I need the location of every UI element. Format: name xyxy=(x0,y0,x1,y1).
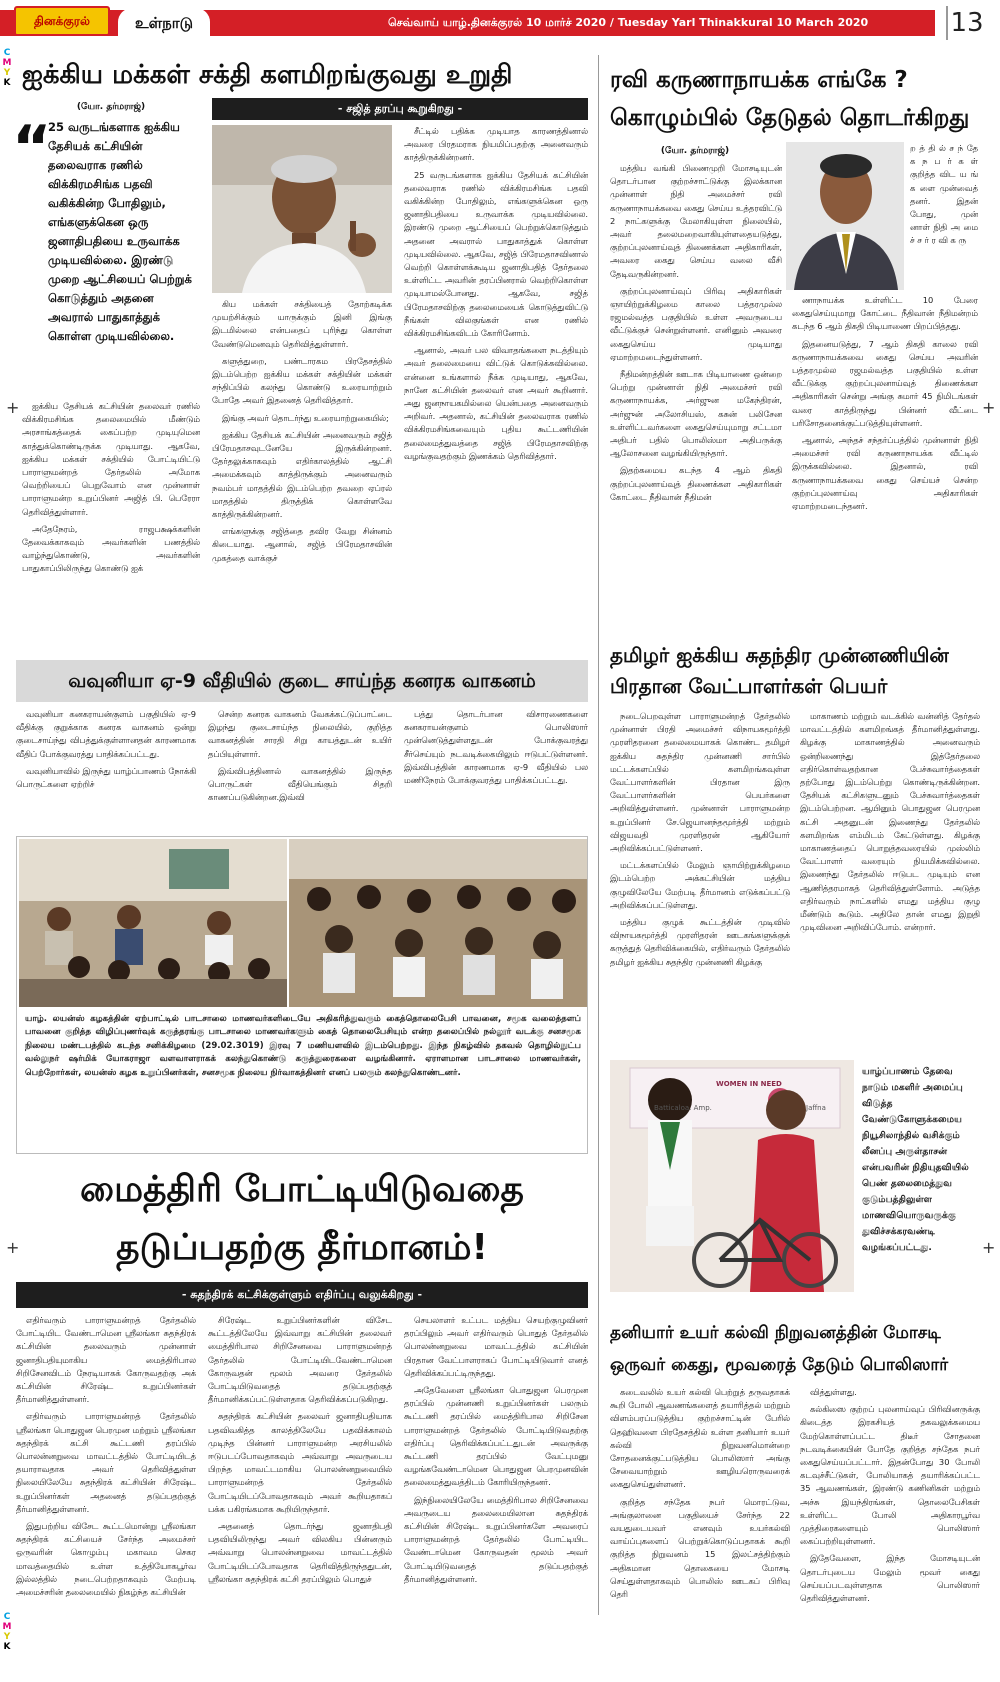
story2-col-b xyxy=(792,294,978,620)
story2-col-a-p2: குற்றப்புலனாய்வுப் பிரிவு அதிகாரிகள் ஞாயிற்றுக்கிழமை காலை பத்தரமுல்ல ரஜமல்வத்த பகுதியில் உள்ள அவருடைய வீட்டுக்குச் சென்றுள்ளனர். எனினும் அவரை கைதுசெய்ய முடியாது ஏமாற்றமடைந்துள்ளனர். xyxy=(610,285,782,362)
photo-lions-seminar-right xyxy=(289,839,587,1007)
cmyk-k: K xyxy=(3,78,11,88)
story1-col3-p3: ஆனால், அவர் பல விவாதங்களை நடத்தியும் அவர் தலைமையை விட்டுக் கொடுக்கவில்லை. என்னை உங்களால் நீக்க முடியாது, ஆகவே, நானே கட்சியின் தலைவர் என அவர் கூறினார். அது ஜனநாயகமில்லை யென்பதை அனைவரும் அறிவர். அதனால், கட்சியின் தலைவராக ரணில் விக்கிரமசிங்கவையும் புதிய கூட்டணியின் தலைமைத்துவத்தை சஜித் பிரேமதாசவிற்கு வழங்குவதற்கும் இணக்கம் தெரிவித்தார். xyxy=(404,345,588,461)
cmyk-mark-bottom xyxy=(2,1612,12,1652)
photo-lions-seminar-left-image xyxy=(19,839,287,1007)
photo-bicycle-donation-image xyxy=(610,1060,854,1292)
story6-headline-line2: தடுப்பதற்கு தீர்மானம்! xyxy=(116,1227,488,1268)
photo-ravi-karunanayake-image xyxy=(786,142,904,290)
story1-col3-p2: 25 வருடங்களாக ஐக்கிய தேசியக் கட்சியின் தலைவராக ரணில் விக்கிரமசிங்க பதவி வகிக்கின்ற போதிலும், எங்களுக்கென ஒரு ஜனாதிபதியை உருவாக்க முடியவில்லை. இரண்டு முறை ஆட்சியைப் பெற்றுக்கொடுத்தும் அதனை அவரால் பாதுகாத்துக் கொள்ள முடியவில்லை. ஆகவே, சஜித் பிரேமதாசவினால் வெற்றி கொள்ளக்கூடிய ஜனாதிபதித் தேர்தலை உள்ளிட்ட அவரின் தரப்பினரால் வெற்றிகொள்ள முடியாமல்போனது. ஆகவே, சஜித் பிரேமதாசவிற்கு தலைமையைக் கொடுத்துவிட்டு நீங்கள் விலகுங்கள் என ரணில் விக்கிரமசிங்கவிடம் கோரினோம். xyxy=(404,169,588,339)
story7-col2-p1: வித்துள்ளது. xyxy=(810,1387,857,1397)
photo-sajith-spokesman-image xyxy=(212,125,392,293)
story7-col1-p2: குறித்த சந்தேக நபர் மொரட்டுவ, அங்குலானை பகுதியைச் சேர்ந்த 22 வயதுடையவர் எனவும் உயர்கல்வி வாய்ப்புகளைப் பெற்றுக்கொடுப்பதாகக் கூறி குறித்த நிறுவனம் 15 இலட்சத்திற்கும் அதிகமான தொகையை மோசடி செய்துள்ளதாகவும் பொலிஸ் ஊடகப் பிரிவு தெரி xyxy=(610,1496,790,1600)
story2-col-a-p1: மத்திய வங்கி பிணைமுறி மோசடியுடன் தொடர்பான குற்றச்சாட்டுக்கு இலக்கான முன்னாள் நிதி அமைச்சர் ரவி கருணாநாயக்கவை கைது செய்ய உத்தரவிட்டு 2 நாட்களுக்கு மேலாகியுள்ள நிலையில், அவர் தலைமறைவாகியுள்ளதையடுத்து, குற்றப்புலனாய்வுத் திணைக்கள அதிகாரிகள், அவரை கைது செய்ய வலை வீசி தேடிவருகின்றனர். xyxy=(610,163,782,279)
story4-col1-p2: மட்டக்களப்பில் மேலும் ஞாயிற்றுக்கிழமை இடம்பெற்ற அக்கட்சியின் மத்திய குழுவிலேயே மேற்படி தீர்மானம் எடுக்கப்பட்டு அறிவிக்கப்பட்டுள்ளது. xyxy=(610,860,790,910)
story3-headline: வவுனியா ஏ-9 வீதியில் குடை சாய்ந்த கனரக வாகனம் xyxy=(68,670,536,692)
photo-ravi-karunanayake xyxy=(786,142,904,290)
registration-mark-right: + xyxy=(982,398,996,417)
banner-jaffna: Jaffna xyxy=(806,1104,826,1112)
date-line: செவ்வாய் யாழ்.தினக்குரல் 10 மார்ச் 2020 / Tuesday Yarl Thinakkural 10 March 2020 xyxy=(388,16,869,29)
story6-col2-p1: சிரேஷ்ட உறுப்பினர்களின் விசேட கூட்டத்திலேயே இவ்வாறு கட்சியின் தலைவர் மைத்திரிபால சிறிசேனவை பாராளுமன்றத் தேர்தலில் போட்டியிடவேண்டாமென கோருவதன் மூலம் அவரை தேர்தலில் போட்டியிடுவதைத் தடுப்பதற்குத் தீர்மானிக்கப்பட்டுள்ளதாக தெரிவிக்கப்படுகிறது. xyxy=(208,1315,392,1405)
story6-col3-p1: செயலாளர் உட்பட மத்திய செயற்குழுவினர் தரப்பிலும் அவர் எதிர்வரும் பொதுத் தேர்தலில் பொலன்னறுவை மாவட்டத்தில் கட்சியின் பிரதான வேட்பாளராகப் போட்டியிடுவார் எனத் தெரிவிக்கப்பட்டிருந்தது. xyxy=(404,1315,588,1378)
story1-col2 xyxy=(212,298,392,610)
story4-headline-text: தமிழர் ஐக்கிய சுதந்திர முன்னணியின் பிரதான வேட்பாளர்கள் பெயர் xyxy=(610,643,949,698)
story4-col1 xyxy=(610,710,790,1020)
story2-byline: (யோ. தர்மராஜ்) xyxy=(660,146,730,156)
cmyk-m: M xyxy=(2,58,12,68)
logo xyxy=(14,6,110,36)
story1-col3 xyxy=(404,125,588,610)
story3-headline-bar xyxy=(16,660,588,702)
story2-headline-line2: கொழும்பில் தேடுதல் தொடர்கிறது xyxy=(610,105,970,131)
cmyk-k: K xyxy=(3,1642,11,1652)
story6-subhead-bar xyxy=(16,1282,588,1308)
story1-col2-p4: ஐக்கிய தேசியக் கட்சியின் அனைவரும் சஜித் பிரேமதாசவுடனேயே இருக்கின்றனர். தேர்தலுக்காகவும் எதிர்காலத்தில் ஆட்சி அமைக்கவும் காத்திருக்கும் அனைவரும் நவம்பர் மாதத்தில் இடம்பெற்ற தவறை ஏப்ரல் மாதத்தில் திருத்திக் கொள்ளவே காத்திருக்கின்றனர். xyxy=(212,429,392,520)
story7-headline-line1: தனியார் உயர் கல்வி நிறுவனத்தின் மோசடி xyxy=(610,1323,941,1343)
story2-col-b-top xyxy=(910,142,978,292)
story4-col2 xyxy=(800,710,980,1020)
story1-col1-p1: ஐக்கிய தேசியக் கட்சியின் தலைவர் ரணில் விக்கிரமசிங்க தலைமையில் மீண்டும் அரசாங்கத்தைக் கைப்பற்ற முடியுமென காத்துக்கொண்டிருக்க முடியாது. ஆகவே, ஐக்கிய மக்கள் சக்தியில் போட்டியிட்டு பாராளுமன்றத் தேர்தலில் அமோக வெற்றியைப் பெறுவோம் என முன்னாள் பாராளுமன்ற உறுப்பினர் அஜித் பி. பெரேரா தெரிவித்துள்ளார். xyxy=(22,401,200,517)
registration-mark-left-2: + xyxy=(6,1238,20,1257)
story4-col2-p1: மாகாணம் மற்றும் வடக்கில் வன்னித் தேர்தல் மாவட்டத்தில் களமிறங்கத் தீர்மானித்துள்ளது. கிழக்கு மாகாணத்தில் அனைவரும் ஒன்றிணைந்து இத்தேர்தலை எதிர்கொள்வதற்கான பேச்சுவார்த்தைகள் தற்போது இடம்பெற்று கொண்டிருக்கின்றன. தேசியக் கட்சிகளுடனும் பேச்சுவார்த்தைகள் இடம்பெற்றன. ஆயினும் பொதுஜன பெரமுன கட்சி அதனுடன் இணைந்து தேர்தலில் களமிறங்க எம்மிடம் கேட்டுள்ளது. கிழக்கு மாகாணத்தைப் பொறுத்தவரையில் முஸ்லிம் வேட்பாளர் வரையும் நியமிக்கவில்லை. இணைந்து தேர்தலில் ஈடுபட முடியும் என ஆணித்தரமாகத் தெரிவித்துள்ளோம். அடுத்த எதிர்வரும் நாட்களில் எமது மத்திய குழு மீண்டும் கூடும். அதிலே தான் எமது இறுதி முடிவினை அறிவிப்போம். என்றார். xyxy=(800,711,980,933)
section-label: உள்நாடு xyxy=(135,14,193,32)
story2-col-b-p1: ணாநாயக்க உள்ளிட்ட 10 பேரை கைதுசெய்யுமாறு கோட்டை நீதிவான் நீதிமன்றம் கடந்த 6 ஆம் திகதி பிடியாணை பிறப்பித்தது. xyxy=(792,295,978,332)
story2-col-a xyxy=(610,162,782,620)
story6-col3-p3: இந்நிலையிலேயே மைத்திரிபால சிறிசேனவை அவருடைய தலைமையிலான சுதந்திரக் கட்சியின் சிரேஷ்ட உறுப்பினர்களே அவரைப் பாராளுமன்றத் தேர்தலில் போட்டியிட வேண்டாமென கோருவதன் மூலம் அவர் போட்டியிடுவதைத் தடுப்பதற்குத் தீர்மானித்துள்ளனர். xyxy=(404,1494,588,1584)
story2-col-b-p3: ஆனால், அந்தச் சந்தர்ப்பத்தில் முன்னாள் நிதி அமைச்சர் ரவி கருணாநாயக்க வீட்டில் இருக்கவில்லை. இதனால், ரவி கருணாநாயக்கவை கைது செய்யச் சென்ற குற்றப்புலனாய்வு அதிகாரிகள் ஏமாற்றமடைந்தனர். xyxy=(792,435,978,512)
photo-feature-caption: யாழ். லயன்ஸ் கழகத்தின் ஏற்பாட்டில் பாடசாலை மாணவர்களிடையே அதிகரித்துவரும் கைத்தொலைபேசி பாவனை, சமூக வலைத்தளப் பாவனை குறித்த விழிப்புணர்வுக் கருத்தரங்கு பாடசாலை மாணவர்களும் கைத் தொலைபேசியும் என்ற தலைப்பில் நல்லூர் வடக்கு சனசமூக நிலைய மண்டபத்தில் கடந்த சனிக்கிழமை (29.02.3019) இரவு 7 மணியளவில் இடம்பெற்றது. இந்த நிகழ்வில் தகவல் தொழில்நுட்ப வல்லுநர் ஷர்மிக் யோகராஜா வளவாளராகக் கலந்துகொண்டு கருத்துரைகளை வழங்கினார். ஏராளமான பாடசாலை மாணவர்கள், பெற்றோர்கள், லயன்ஸ் கழக உறுப்பினர்கள், சனசமூக நிலைய நிர்வாகத்தினர் எனப் பலரும் கலந்துகொண்டனர். xyxy=(25,1014,581,1078)
story6-col2-p3: அதனைத் தொடர்ந்து ஜனாதிபதி பதவியிலிருந்து அவர் விலகிய பின்னரும் அவ்வாறு பொலன்னறுவை மாவட்டத்தில் போட்டியிடப்போவதாக தெரிவித்திருந்ததுடன், ஸ்ரீலங்கா சுதந்திரக் கட்சி தரப்பிலும் பொதுச் xyxy=(208,1521,392,1584)
photo-lions-seminar-left xyxy=(19,839,287,1007)
story3-col2-p1: சென்ற கனரக வாகனம் வேகக்கட்டுப்பாட்டை இழந்து குடைசாய்ந்த நிலையில், குறித்த வாகனத்தின் சாரதி சிறு காயத்துடன் உயிர் தப்பியுள்ளார். xyxy=(208,709,392,759)
story7-col2-p2: கல்கிஸை குற்றப் புலனாய்வுப் பிரிவினருக்கு கிடைத்த இரகசியத் தகவலுக்கமைய மேற்கொள்ளப்பட்ட திடீர் சோதனை நடவடிக்கையின் போதே குறித்த சந்தேக நபர் கைதுசெய்யப்பட்டார். இதன்போது 30 போலி கடவுச்சீட்டுகள், போலியாகத் தயாரிக்கப்பட்ட 35 ஆவணங்கள், இரண்டு கணினிகள் மற்றும் அச்சு இயந்திரங்கள், தொலைபேசிகள் உள்ளிட்ட போலி அதிகாரபூர்வ முத்திரைகளையும் பொலிஸார் கைப்பற்றியுள்ளனர். xyxy=(800,1404,980,1547)
story1-col2-p2: களுத்துறை, பண்டாரகம பிரதேசத்தில் இடம்பெற்ற ஐக்கிய மக்கள் சக்தியின் மக்கள் சந்திப்பில் கலந்து கொண்டு உரையாற்றும் போதே அவர் இதனைத் தெரிவித்தார். xyxy=(212,355,392,406)
banner-women-in-need: WOMEN IN NEED xyxy=(716,1080,782,1088)
section-tab xyxy=(118,8,210,38)
story3-col3 xyxy=(404,708,588,830)
story6-subhead: - சுதந்திரக் கட்சிக்குள்ளும் எதிர்ப்பு வலுக்கிறது - xyxy=(181,1288,423,1301)
quote-mark: “ xyxy=(12,116,52,176)
story4-col1-p1: நடைபெறவுள்ள பாராளுமன்றத் தேர்தலில் முன்னாள் பிரதி அமைச்சர் விநாயகமூர்த்தி முரளிதரனை தலைமையாகக் கொண்ட தமிழர் ஐக்கிய சுதந்திர முன்னணி சார்பில் மட்டக்களப்பில் களமிறங்கவுள்ள வேட்பாளர்களின் பிரதான இரு வேட்பாளர்களின் பெயர்களை அறிவித்துள்ளனர். முன்னாள் பாராளுமன்ற உறுப்பினர் சே.ஜெயானந்தமூர்த்தி மற்றும் விஜயவதி முரளிதரன் ஆகியோர் அறிவிக்கப்பட்டுள்ளனர். xyxy=(610,711,790,854)
story3-col2-p2: இவ்விபத்தினால் வாகனத்தில் இருந்த பொருட்கள் வீதியெங்கும் சிதறி காணப்படுகின்றன.இவ்வி xyxy=(208,765,392,803)
masthead xyxy=(0,0,1000,50)
cmyk-c: C xyxy=(3,48,11,58)
story3-col1-p1: வவுனியா கனகராயன்குளம் பகுதியில் ஏ-9 வீதிக்கு குறுக்காக கனரக வாகனம் ஒன்று குடைசாய்ந்து விபத்துக்குள்ளானதன் காரணமாக வீதிப் போக்குவரத்து பாதிக்கப்பட்டது. xyxy=(16,709,196,759)
story2-col-a-p4: இதற்கமைய கடந்த 4 ஆம் திகதி குற்றப்புலனாய்வுத் திணைக்கள அதிகாரிகள் கோட்டை நீதிவான் நீதிமன் xyxy=(610,465,782,502)
cmyk-y: Y xyxy=(3,68,11,78)
story1-col1 xyxy=(22,400,200,610)
story6-col1 xyxy=(16,1314,196,1614)
photo-sajith-spokesman xyxy=(212,125,392,293)
story1-col2-p1: கிய மக்கள் சக்தியைத் தோற்கடிக்க முயற்சிக்கும் யாருக்கும் இனி இங்கு இடமில்லை என்பதைப் புரிந்து கொள்ள வேண்டுமெனவும் தெரிவித்துள்ளார். xyxy=(212,299,392,349)
story4-col1-p3: மத்திய குழுக் கூட்டத்தின் முடிவில் விநாயகமூர்த்தி முரளிதரன் ஊடகங்களுக்குக் கருத்துத் தெரிவிக்கையில், எதிர்வரும் தேர்தலில் தமிழர் ஐக்கிய சுதந்திர முன்னணி கிழக்கு xyxy=(610,917,790,967)
cmyk-m: M xyxy=(2,1622,12,1632)
story7-col2 xyxy=(800,1386,980,1616)
cmyk-y: Y xyxy=(3,1632,11,1642)
registration-mark-left: + xyxy=(6,398,20,417)
banner-batticaloa: Batticaloa. Amp. xyxy=(654,1104,712,1112)
photo-bicycle-donation xyxy=(610,1060,854,1292)
story2-col-a-p3: நீதிமன்றத்தின் ஊடாக பிடியாணை ஒன்றை பெற்று முன்னாள் நிதி அமைச்சர் ரவி கருணாநாயக்க, அர்ஜுன மகேந்திரன், அர்ஜுன் அலோசியஸ், கசுன் பலிசேன உள்ளிட்டவர்களை கைதுசெய்யுமாறு சட்டமா அதிபர் பதில் பொலிஸ்மா அதிபருக்கு ஆலோசனை வழங்கியிருந்தார். xyxy=(610,369,782,459)
story2-col-b-top-text: ற த் தி ல் ச ந் தே க ந ப ர் க ள் குறித்த விட ய ங் க ளை முன்வைத் தனர். இதன் போது, முன் னாள் நிதி அ மை ச் ச ர் ர வி க ரு xyxy=(910,143,978,246)
story1-subhead-bar xyxy=(212,98,588,120)
story6-col1-p3: இதுபற்றிய விசேட கூட்டமொன்று ஸ்ரீலங்கா சுதந்திரக் கட்சியைச் சேர்ந்த அமைச்சர் ஒருவரின் கொழும்பு மகாவம செகர மாவத்தையில் உள்ள உத்தியோகபூர்வ இல்லத்தில் நடைபெற்றதாகவும் மேற்படி அமைச்சரின் தலைமையில் நிகழ்ந்த கட்சியின் xyxy=(16,1521,196,1598)
story7-col1 xyxy=(610,1386,790,1616)
story6-col2-p2: சுதந்திரக் கட்சியின் தலைவர் ஜனாதிபதியாக பதவிவகித்த காலத்திலேயே பதவிக்காலம் முடிந்த பின்னர் பாராளுமன்ற அரசியலில் ஈடுபடப்போவதாகவும் அவ்வாறு அவருடைய பிறந்த மாவட்டமாகிய பொலன்னறுவையில் பாராளுமன்றத் தேர்தலில் போட்டியிடப்போவதாகவும் அவர் கூறியதாகப் பக்க பகிரங்கமாக கூறியிருந்தார். xyxy=(208,1411,392,1514)
photo-feature-frame xyxy=(16,836,588,1154)
registration-mark-right-2: + xyxy=(982,1238,996,1257)
story3-col1-p2: வவுனியாவில் இருந்து யாழ்ப்பாணம் நோக்கி பொருட்களை ஏற்றிச் xyxy=(16,765,196,790)
story1-col1-p2: அதேநேரம், ராஜபக்ஷக்களின் தேவைக்காகவும் அவர்களின் பணத்தில் வாழ்ந்துகொண்டு, அவர்களின் பாதுகாப்பிலிருந்து கொண்டு ஐக் xyxy=(22,523,200,574)
story6-col2 xyxy=(208,1314,392,1614)
story1-col2-p3: இங்கு அவர் தொடர்ந்து உரையாற்றுகையில்; xyxy=(222,412,389,423)
story7-col2-p3: இதேவேளை, இந்த மோசடியுடன் தொடர்புடைய மேலும் மூவர் கைது செய்யப்படவுள்ளதாக பொலிஸார் தெரிவித்துள்ளனர். xyxy=(800,1553,980,1604)
cmyk-c: C xyxy=(3,1612,11,1622)
story6-headline-line1: மைத்திரி போட்டியிடுவதை xyxy=(80,1169,524,1210)
logo-text: தினக்குரல் xyxy=(34,14,90,28)
story6-col1-p1: எதிர்வரும் பாராளுமன்றத் தேர்தலில் போட்டியிட வேண்டாமென ஸ்ரீலங்கா சுதந்திரக் கட்சியின் தலைவரும் முன்னாள் ஜனாதிபதியுமாகிய மைத்திரிபால சிறிசேனவிடம் நேரடியாகக் கோருவதற்கு அக் கட்சியின் சிரேஷ்ட உறுப்பினர்கள் தீர்மானித்துள்ளனர். xyxy=(16,1315,196,1405)
story6-col1-p2: எதிர்வரும் பாராளுமன்றத் தேர்தலில் ஸ்ரீலங்கா பொதுஜன பெரமுன மற்றும் ஸ்ரீலங்கா சுதந்திரக் கட்சி கூட்டணி தரப்பில் பொலன்னறுவை மாவட்டத்தில் போட்டியிடத் தயாராவதாக அவர் தெரிவித்துள்ள நிலையிலேயே சுதந்திரக் கட்சியின் சிரேஷ்ட உறுப்பினர்கள் அதனைத் தடுப்பதற்குத் தீர்மானித்துள்ளனர். xyxy=(16,1411,196,1514)
story3-col2 xyxy=(208,708,392,830)
story7-headline-line2: ஒருவர் கைது, மூவரைத் தேடும் பொலிஸார் xyxy=(610,1355,949,1375)
story2-headline-line1: ரவி கருணாநாயக்க எங்கே ? xyxy=(610,67,908,93)
story2-col-b-p2: இதனையடுத்து, 7 ஆம் திகதி காலை ரவி கருணாநாயக்கவை கைது செய்ய அவரின் பத்தரமுல்ல ரஜமல்வத்த பகுதியில் உள்ள வீட்டுக்கு குற்றப்புலனாய்வுத் திணைக்கள அதிகாரிகள் சென்று அங்கு சுமார் 45 நிமிடங்கள் வரை காத்திருந்து பின்னர் வீட்டை பரிசோதனைக்குட்படுத்தியுள்ளனர். xyxy=(792,338,978,428)
story6-col3 xyxy=(404,1314,588,1614)
story1-subhead: - சஜித் தரப்பு கூறுகிறது - xyxy=(337,102,463,115)
column-divider xyxy=(598,55,599,1615)
story1-headline: ஐக்கிய மக்கள் சக்தி களமிறங்குவது உறுதி xyxy=(22,60,513,90)
story4-headline xyxy=(610,640,982,704)
story1-col3-p1: சீட்டில் பதிக்க முடியாத காரணத்தினால் அவரை பிரதமராக நியமிப்பதற்கு அனைவரும் காத்திருக்கின்றனர். xyxy=(404,126,588,163)
story5-caption: யாழ்ப்பாணம் தேவை நாடும் மகளிர் அமைப்பு விடுத்த வேண்டுகோளுக்கமைய நியூசிலாந்தில் வசிக்கும் லீனப்பு அருள்தாசன் என்பவரின் நிதியுதவியில் பெண் தலைமைத்துவ குடும்பத்திலுள்ள மாணவியொருவருக்கு துவிச்சக்கரவண்டி வழங்கப்பட்டது. xyxy=(862,1066,969,1253)
story3-col3-p1: பத்து தொடர்பான விசாரணைகளை கனகராயன்குளம் பொலிஸார் முன்னெடுத்துள்ளதுடன் போக்குவரத்து சீர்செய்யும் நடவடிக்கையிலும் ஈடுபட்டுள்ளனர். இவ்விபத்தின் காரணமாக ஏ-9 வீதியில் பல மணிநேரம் போக்குவரத்து பாதிக்கப்பட்டது. xyxy=(404,709,588,786)
story1-byline: (யோ. தர்மராஜ்) xyxy=(76,102,146,112)
photo-lions-seminar-right-image xyxy=(289,839,587,1007)
story6-col3-p2: அதேவேளை ஸ்ரீலங்கா பொதுஜன பெரமுன தரப்பில் முன்னணி உறுப்பினர்கள் பலரும் கூட்டணி தரப்பில் மைத்திரிபால சிறிசேன பாராளுமன்றத் தேர்தலில் போட்டியிடுவதற்கு எதிர்ப்பு தெரிவிக்கப்பட்டதுடன் அவருக்கு கூட்டணி தரப்பில் வேட்புமனு வழங்கவேண்டாமென பொதுஜன பெரமுனவின் தலைமைத்துவத்திடம் கோரியிருந்தனர். xyxy=(404,1385,588,1488)
story3-col1 xyxy=(16,708,196,830)
story7-col1-p1: கடைவலில் உயர் கல்வி பெற்றுத் தருவதாகக் கூறி போலி ஆவணங்களைத் தயாரித்தல் மற்றும் விளம்பரப்படுத்திய குற்றச்சாட்டின் பேரில் தெஹிவளை பிரதேசத்தில் உள்ள தனியார் உயர் கல்வி நிறுவனமொன்றை சோதனைக்குட்படுத்திய பொலிஸார் அங்கு சேவையாற்றும் ஊழியரொருவரைக் கைதுசெய்துள்ளனர். xyxy=(610,1387,790,1490)
cmyk-mark-top xyxy=(2,48,12,88)
page-number: 13 xyxy=(946,6,986,40)
story1-col2-p5: எங்களுக்கு சஜித்தை தவிர வேறு சின்னம் கிடையாது. ஆனால், சஜித் பிரேமதாசவின் முகத்தை வாக்குச் xyxy=(212,526,392,563)
story1-pullquote: 25 வருடங்களாக ஐக்கிய தேசியக் கட்சியின் தலைவராக ரணில் விக்கிரமசிங்க பதவி வகிக்கின்ற போதிலும், எங்களுக்கென ஒரு ஜனாதிபதியை உருவாக்க முடியவில்லை. இரண்டு முறை ஆட்சியைப் பெற்றுக் கொடுத்தும் அதனை அவரால் பாதுகாத்துக் கொள்ள முடியவில்லை. xyxy=(48,120,192,343)
